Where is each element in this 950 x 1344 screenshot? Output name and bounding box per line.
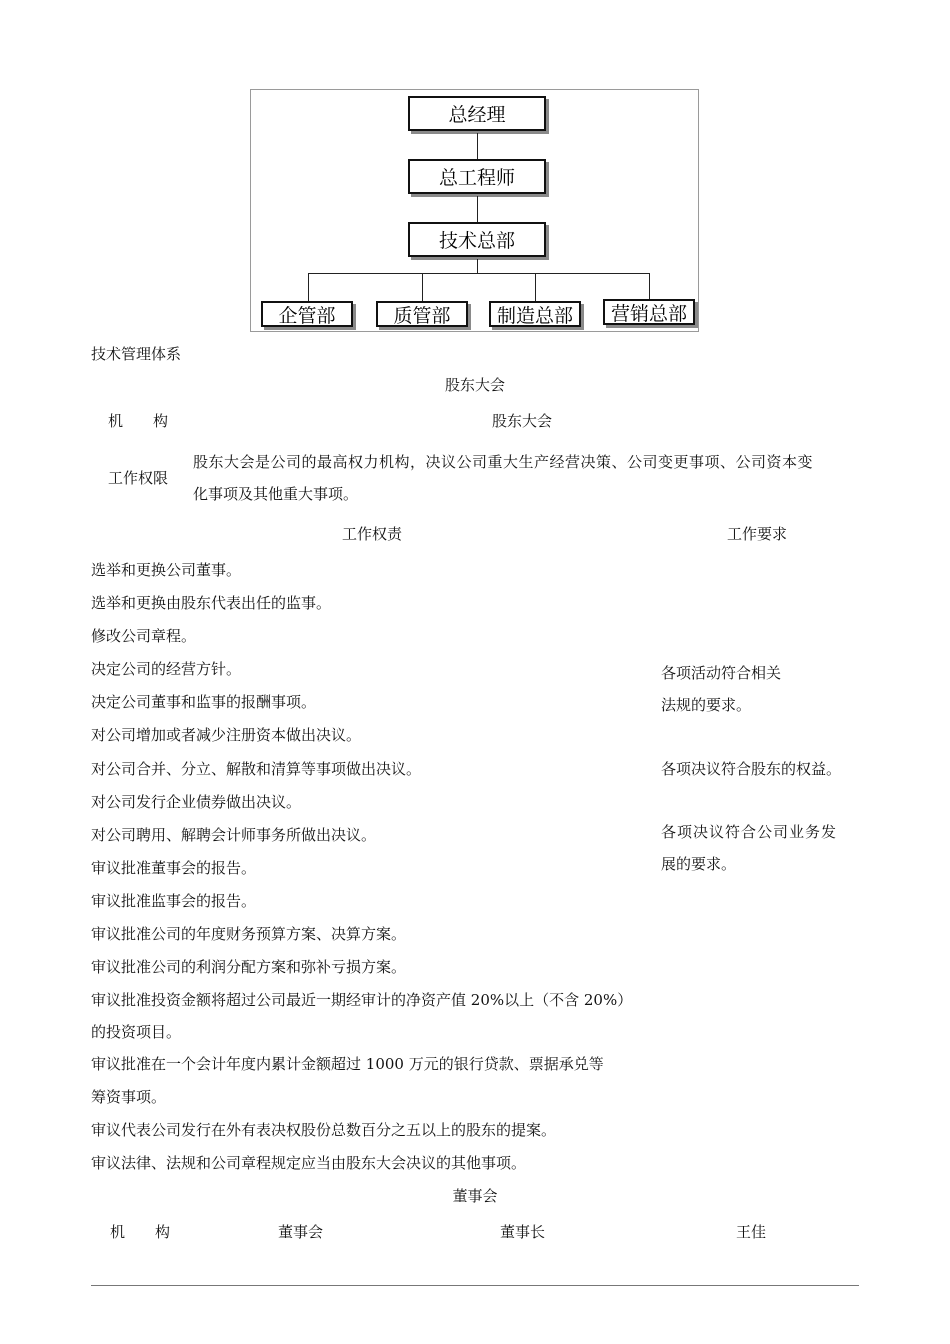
- duty-item: 对公司合并、分立、解散和清算等事项做出决议。: [91, 760, 422, 778]
- duty-item: 决定公司董事和监事的报酬事项。: [91, 693, 317, 711]
- board-chair-label: 董事长: [500, 1223, 546, 1241]
- duty-item: 审议批准公司的年度财务预算方案、决算方案。: [91, 925, 407, 943]
- section-title-shareholders: 股东大会: [444, 376, 505, 394]
- duty-item: 对公司发行企业债券做出决议。: [91, 793, 302, 811]
- org-connector: [535, 273, 536, 301]
- duty-item: 的投资项目。: [91, 1023, 182, 1041]
- board-org-label: 机 构: [110, 1223, 171, 1241]
- duty-item: 对公司增加或者减少注册资本做出决议。: [91, 726, 362, 744]
- org-connector: [477, 133, 478, 159]
- requirements-header: 工作要求: [727, 525, 788, 543]
- org-node-chief-engineer: 总工程师: [408, 159, 546, 194]
- duty-item: 审议代表公司发行在外有表决权股份总数百分之五以上的股东的提案。: [91, 1121, 557, 1139]
- board-chair-name: 王佳: [736, 1223, 767, 1241]
- org-node-marketing-hq: 营销总部: [603, 299, 695, 325]
- org-connector: [477, 196, 478, 222]
- figure-caption: 技术管理体系: [91, 345, 182, 363]
- org-node-general-manager: 总经理: [408, 96, 546, 131]
- duty-item: 修改公司章程。: [91, 627, 197, 645]
- org-node-manufacturing-hq: 制造总部: [489, 301, 581, 327]
- org-connector: [308, 273, 309, 301]
- org-connector: [477, 259, 478, 273]
- duty-item: 筹资事项。: [91, 1088, 167, 1106]
- org-node-tech-headquarters: 技术总部: [408, 222, 546, 257]
- requirement-item: 法规的要求。: [661, 696, 752, 714]
- requirement-item: 各项活动符合相关: [661, 664, 782, 682]
- org-label: 机 构: [108, 412, 169, 430]
- authority-label: 工作权限: [108, 469, 169, 487]
- org-node-quality-dept: 质管部: [376, 301, 468, 327]
- board-org-value: 董事会: [278, 1223, 324, 1241]
- duty-item: 审议批准公司的利润分配方案和弥补亏损方案。: [91, 958, 407, 976]
- duty-item: 决定公司的经营方针。: [91, 660, 242, 678]
- duty-item: 选举和更换公司董事。: [91, 561, 242, 579]
- org-chart: [250, 89, 699, 332]
- section-title-board: 董事会: [452, 1187, 498, 1205]
- authority-text-line-2: 化事项及其他重大事项。: [193, 485, 359, 503]
- duty-item: 审议批准监事会的报告。: [91, 892, 257, 910]
- authority-text-line-1: 股东大会是公司的最高权力机构，决议公司重大生产经营决策、公司变更事项、公司资本变: [193, 453, 814, 471]
- footer-divider: [91, 1285, 859, 1286]
- duty-item: 审议批准在一个会计年度内累计金额超过 1000 万元的银行贷款、票据承兑等: [91, 1055, 604, 1073]
- requirement-item: 各项决议符合公司业务发: [661, 823, 838, 841]
- duties-header: 工作权责: [342, 525, 403, 543]
- duty-item: 审议批准董事会的报告。: [91, 859, 257, 877]
- org-connector-horizontal: [308, 273, 650, 274]
- duty-item: 审议批准投资金额将超过公司最近一期经审计的净资产值 20%以上（不含 20%）: [91, 991, 633, 1009]
- org-value: 股东大会: [492, 412, 553, 430]
- requirement-item: 展的要求。: [661, 855, 737, 873]
- org-connector: [422, 273, 423, 301]
- org-connector: [649, 273, 650, 301]
- duty-item: 选举和更换由股东代表出任的监事。: [91, 594, 332, 612]
- org-node-management-dept: 企管部: [261, 301, 353, 327]
- duty-item: 审议法律、法规和公司章程规定应当由股东大会决议的其他事项。: [91, 1154, 527, 1172]
- duty-item: 对公司聘用、解聘会计师事务所做出决议。: [91, 826, 377, 844]
- requirement-item: 各项决议符合股东的权益。: [661, 760, 842, 778]
